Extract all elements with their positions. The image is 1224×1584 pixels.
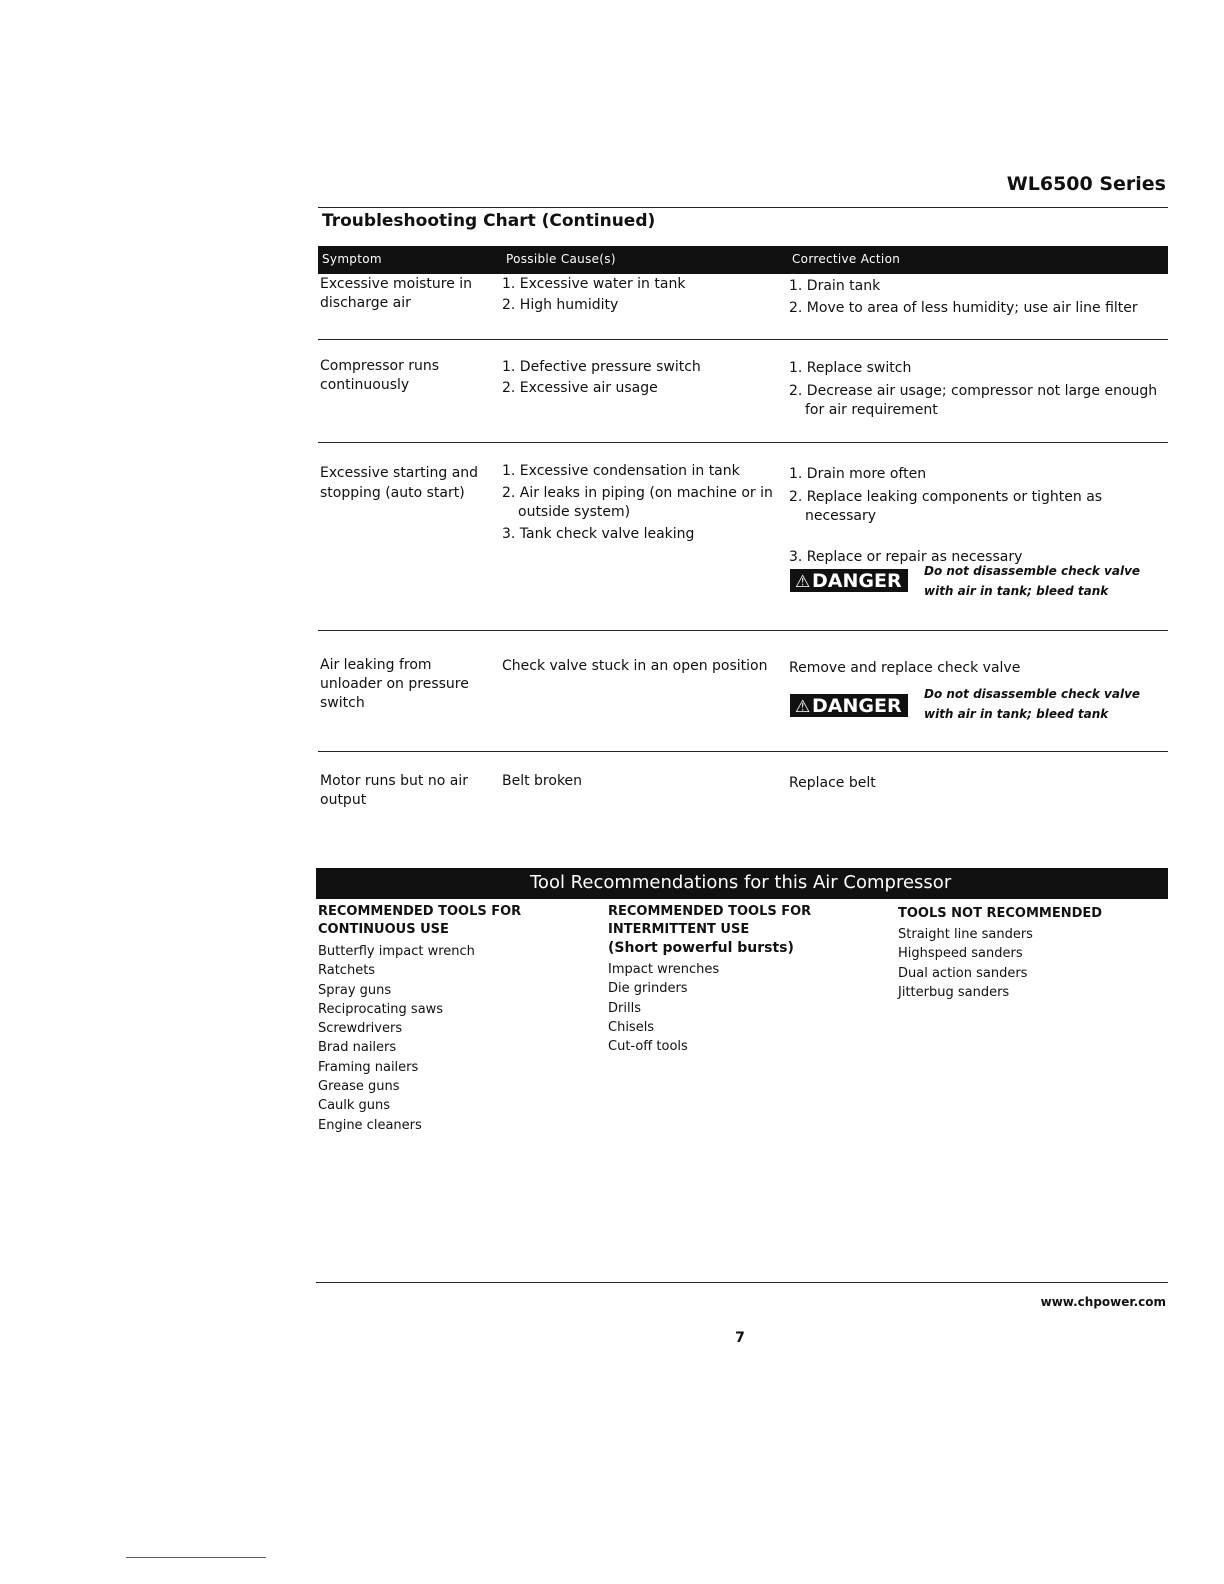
table-row-causes [502, 358, 772, 398]
cause-item: 1. Defective pressure switch [502, 359, 701, 375]
cause-item: 1. Excessive water in tank [502, 276, 686, 292]
list-item: Grease guns [318, 1079, 400, 1095]
table-row-causes [502, 462, 774, 544]
table-header [318, 246, 1168, 274]
action-item: 2. Move to area of less humidity; use air line filter [789, 300, 1138, 316]
list-item: Framing nailers [318, 1059, 419, 1075]
bottom-divider [126, 1557, 266, 1558]
footer-url: www.chpower.com [1040, 1295, 1166, 1309]
list-item: Cut-off tools [608, 1039, 688, 1055]
action-item: 3. Replace or repair as necessary [789, 549, 1023, 565]
danger-note-line: Do not disassemble check valve [924, 564, 1141, 578]
intermittent-use-column [608, 903, 878, 1056]
list-item: Butterfly impact wrench [318, 944, 475, 959]
danger-label [790, 694, 908, 717]
cause-item: 1. Excessive condensation in tank [502, 463, 740, 479]
list-item: Chisels [608, 1019, 655, 1035]
list-item: Dual action sanders [898, 965, 1028, 981]
table-row-actions [789, 465, 1165, 567]
table-row-actions [789, 659, 1165, 678]
cause-item: 3. Tank check valve leaking [502, 526, 695, 542]
list-item: Die grinders [608, 981, 688, 997]
tools-header-bar [316, 868, 1168, 899]
table-row-actions [789, 774, 1165, 793]
action-item: 1. Drain tank [789, 278, 881, 294]
footer-rule [316, 1282, 1168, 1283]
row-divider [318, 630, 1168, 631]
cause-item: Belt broken [502, 773, 583, 789]
cause-item: Check valve stuck in an open position [502, 658, 768, 674]
action-item: Remove and replace check valve [789, 660, 1021, 676]
table-row-causes [502, 657, 782, 676]
danger-text: DANGER [812, 695, 902, 717]
action-item: 1. Replace switch [789, 360, 912, 376]
not-recommended-column [898, 905, 1168, 1002]
intermittent-use-heading: RECOMMENDED TOOLS FOR INTERMITTENT USE [608, 904, 812, 937]
list-item: Spray guns [318, 982, 392, 998]
table-row-causes [502, 772, 772, 791]
warning-triangle-icon: ⚠ [795, 697, 811, 717]
cause-item: 2. Excessive air usage [502, 380, 658, 396]
continuous-use-heading: RECOMMENDED TOOLS FOR CONTINUOUS USE [318, 904, 522, 937]
action-item: 2. Replace leaking components or tighten as necessary [789, 489, 1103, 524]
table-row-symptom: Air leaking from unloader on pressure switch [320, 657, 469, 711]
danger-note [924, 684, 1164, 724]
list-item: Engine cleaners [318, 1117, 422, 1133]
cause-item: 2. Air leaks in piping (on machine or in outside system) [502, 485, 773, 520]
series-title: WL6500 Series [1006, 173, 1166, 195]
list-item: Reciprocating saws [318, 1001, 444, 1017]
row-divider [318, 339, 1168, 340]
action-item: Replace belt [789, 775, 876, 791]
column-header-symptom: Symptom [322, 252, 382, 266]
danger-note-line: Do not disassemble check valve [924, 687, 1141, 701]
list-item: Caulk guns [318, 1098, 391, 1114]
list-item: Jitterbug sanders [898, 984, 1010, 1000]
table-row-symptom: Motor runs but no air output [320, 773, 468, 808]
list-item: Straight line sanders [898, 927, 1033, 942]
table-row-symptom: Compressor runs continuously [320, 358, 440, 393]
tools-title: Tool Recommendations for this Air Compressor [530, 872, 952, 893]
warning-triangle-icon: ⚠ [795, 572, 811, 592]
list-item: Impact wrenches [608, 962, 720, 977]
page-number: 7 [735, 1330, 745, 1346]
intermittent-use-note: (Short powerful bursts) [608, 940, 794, 956]
list-item: Brad nailers [318, 1040, 397, 1056]
cause-item: 2. High humidity [502, 297, 619, 313]
chart-title: Troubleshooting Chart (Continued) [322, 211, 656, 231]
column-header-cause: Possible Cause(s) [506, 252, 616, 266]
list-item: Drills [608, 1000, 641, 1016]
table-row-actions [789, 359, 1165, 420]
list-item: Ratchets [318, 963, 376, 979]
danger-note [924, 561, 1164, 601]
table-row-causes [502, 275, 772, 315]
action-item: 2. Decrease air usage; compressor not large enough for air requirement [789, 383, 1158, 418]
table-row-symptom: Excessive moisture in discharge air [320, 276, 473, 311]
row-divider [318, 751, 1168, 752]
list-item: Highspeed sanders [898, 946, 1023, 962]
not-recommended-heading: TOOLS NOT RECOMMENDED [898, 906, 1103, 921]
column-header-action: Corrective Action [792, 252, 901, 266]
danger-note-line: with air in tank; bleed tank [924, 707, 1109, 721]
danger-text: DANGER [812, 570, 902, 592]
continuous-use-column [318, 903, 578, 1135]
list-item: Screwdrivers [318, 1021, 403, 1037]
header-rule [318, 207, 1168, 208]
table-row-actions [789, 277, 1165, 318]
action-item: 1. Drain more often [789, 466, 927, 482]
row-divider [318, 442, 1168, 443]
danger-note-line: with air in tank; bleed tank [924, 584, 1109, 598]
danger-label [790, 569, 908, 592]
table-row-symptom: Excessive starting and stopping (auto start) [320, 465, 479, 501]
